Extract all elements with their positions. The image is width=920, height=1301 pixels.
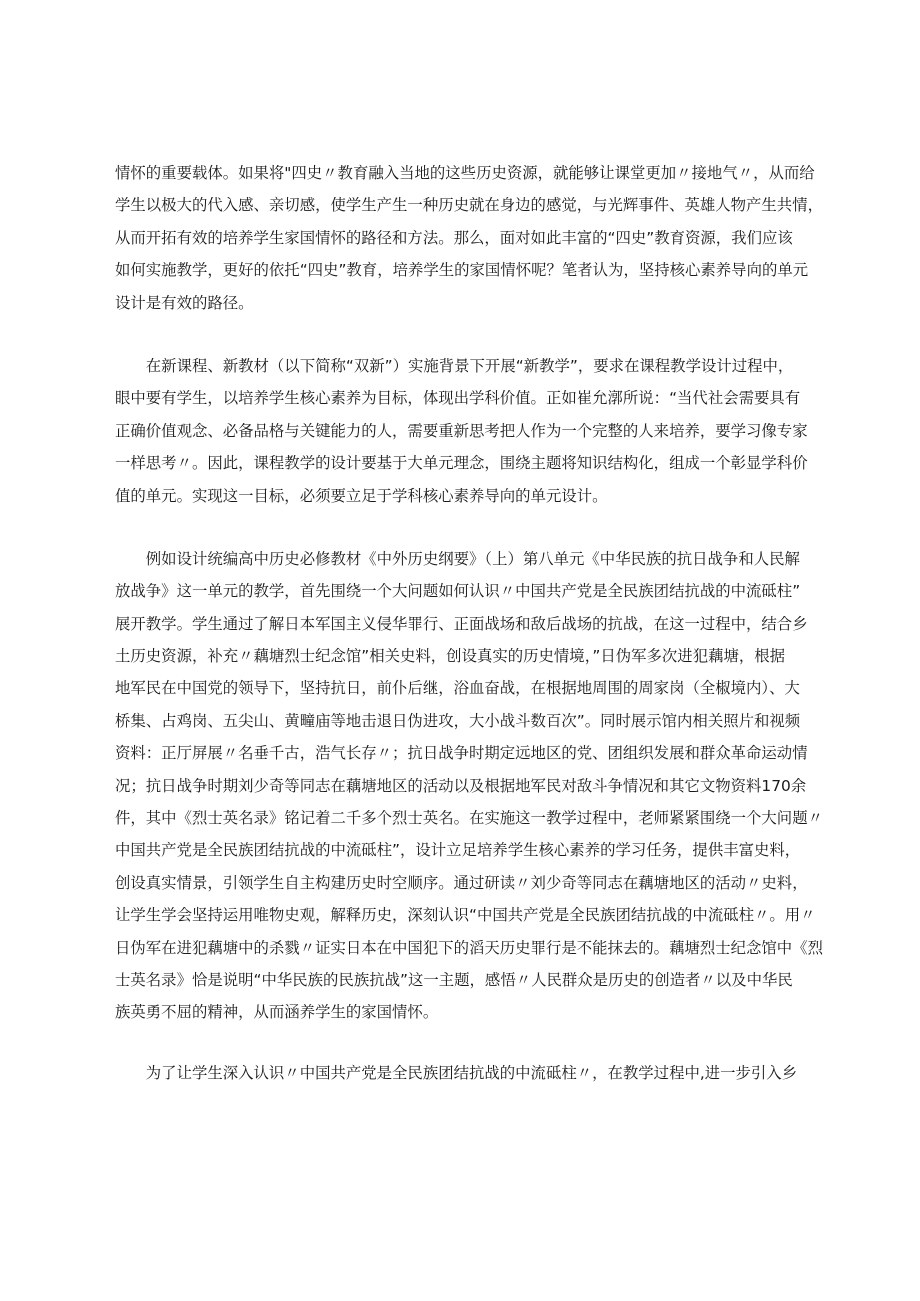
text-line: 值的单元。实现这一目标，必须要立足于学科核心素养导向的单元设计。	[115, 486, 608, 505]
text-line: 创设真实情景，引领学生自主构建历史时空顺序。通过研读〃刘少奇等同志在藕塘地区的活动〃史料，	[115, 873, 808, 892]
paragraph-spacer	[115, 1029, 810, 1057]
paragraph-1	[115, 157, 823, 319]
text-line: 况；抗日战争时期刘少奇等同志在藕塘地区的活动以及根据地军民对敌斗争情况和其它文物资料170余	[115, 776, 807, 795]
text-line: 件，其中《烈士英名录》铭记着二千多个烈士英名。在实施这一教学过程中，老师紧紧围绕一个大问题〃	[115, 809, 823, 828]
text-line: 例如设计统编高中历史必修教材《中外历史纲要》（上）第八单元《中华民族的抗日战争和人民解	[115, 549, 800, 568]
paragraph-2	[115, 350, 810, 512]
text-line: 中国共产党是全民族团结抗战的中流砥柱”，设计立足培养学生核心素养的学习任务，提供丰富史料，	[115, 841, 801, 860]
text-line: 族英勇不屈的精神，从而涵养学生的家国情怀。	[115, 1003, 439, 1022]
text-line: 桥集、占鸡岗、五尖山、黄疃庙等地击退日伪进攻，大小战斗数百次”。同时展示馆内相关照片和视频	[115, 711, 801, 730]
text-line: 地军民在中国党的领导下，坚持抗日，前仆后继，浴血奋战，在根据地周围的周家岗（全椒境内）、大	[115, 679, 800, 698]
text-line: 学生以极大的代入感、亲切感，使学生产生一种历史就在身边的感觉，与光辉事件、英雄人物产生共情，	[115, 196, 823, 215]
text-line: 正确价值观念、必备品格与关键能力的人，需要重新思考把人作为一个完整的人来培养，要学习像专家	[115, 421, 808, 440]
text-line: 展开教学。学生通过了解日本军国主义侵华罪行、正面战场和敌后战场的抗战，在这一过程中，结合乡	[115, 614, 808, 633]
text-line: 情怀的重要载体。如果将"四史〃教育融入当地的这些历史资源，就能够让课堂更加〃接地气〃，从而给	[115, 164, 815, 182]
paragraph-spacer	[115, 512, 810, 543]
text-line: 土历史资源，补充〃藕塘烈士纪念馆”相关史料，创设真实的历史情境，”日伪军多次进犯藕塘，根据	[115, 647, 786, 666]
text-line: 资料：正厅屏展〃名垂千古，浩气长存〃；抗日战争时期定远地区的党、团组织发展和群众革命运动情	[115, 744, 808, 763]
text-line: 一样思考〃。因此，课程教学的设计要基于大单元理念，围绕主题将知识结构化，组成一个彰显学科价	[115, 454, 808, 473]
text-line: 日伪军在进犯藕塘中的杀戮〃证实日本在中国犯下的滔天历史罪行是不能抹去的。藕塘烈士纪念馆中《烈	[115, 938, 823, 957]
paragraph-spacer	[115, 319, 810, 350]
text-line: 如何实施教学，更好的依托“四史”教育，培养学生的家国情怀呢？笔者认为，坚持核心素养导向的单元	[115, 261, 809, 280]
text-line: 从而开拓有效的培养学生家国情怀的路径和方法。那么，面对如此丰富的“四史”教育资源，我们应该	[115, 228, 793, 247]
text-line: 在新课程、新教材（以下简称“双新”）实施背景下开展“新教学”，要求在课程教学设计过程中，	[115, 356, 794, 375]
text-line: 眼中要有学生，以培养学生核心素养为目标，体现出学科价值。正如崔允漷所说：“当代社会需要具有	[115, 389, 801, 408]
paragraph-3	[115, 543, 823, 1029]
text-line: 士英名录》恰是说明“中华民族的民族抗战”这一主题，感悟〃人民群众是历史的创造者〃以及中华民	[115, 970, 793, 989]
text-line: 放战争》这一单元的教学，首先围绕一个大问题如何认识〃中国共产党是全民族团结抗战的中流砥柱”	[115, 582, 801, 601]
paragraph-4	[115, 1057, 810, 1089]
text-line: 让学生学会坚持运用唯物史观，解释历史，深刻认识“中国共产党是全民族团结抗战的中流砥柱〃。用〃	[115, 906, 816, 925]
text-line: 设计是有效的路径。	[115, 293, 254, 312]
text-line: 为了让学生深入认识〃中国共产党是全民族团结抗战的中流砥柱〃，在教学过程中,进一步引入乡	[115, 1063, 798, 1082]
document-body	[115, 157, 823, 1089]
